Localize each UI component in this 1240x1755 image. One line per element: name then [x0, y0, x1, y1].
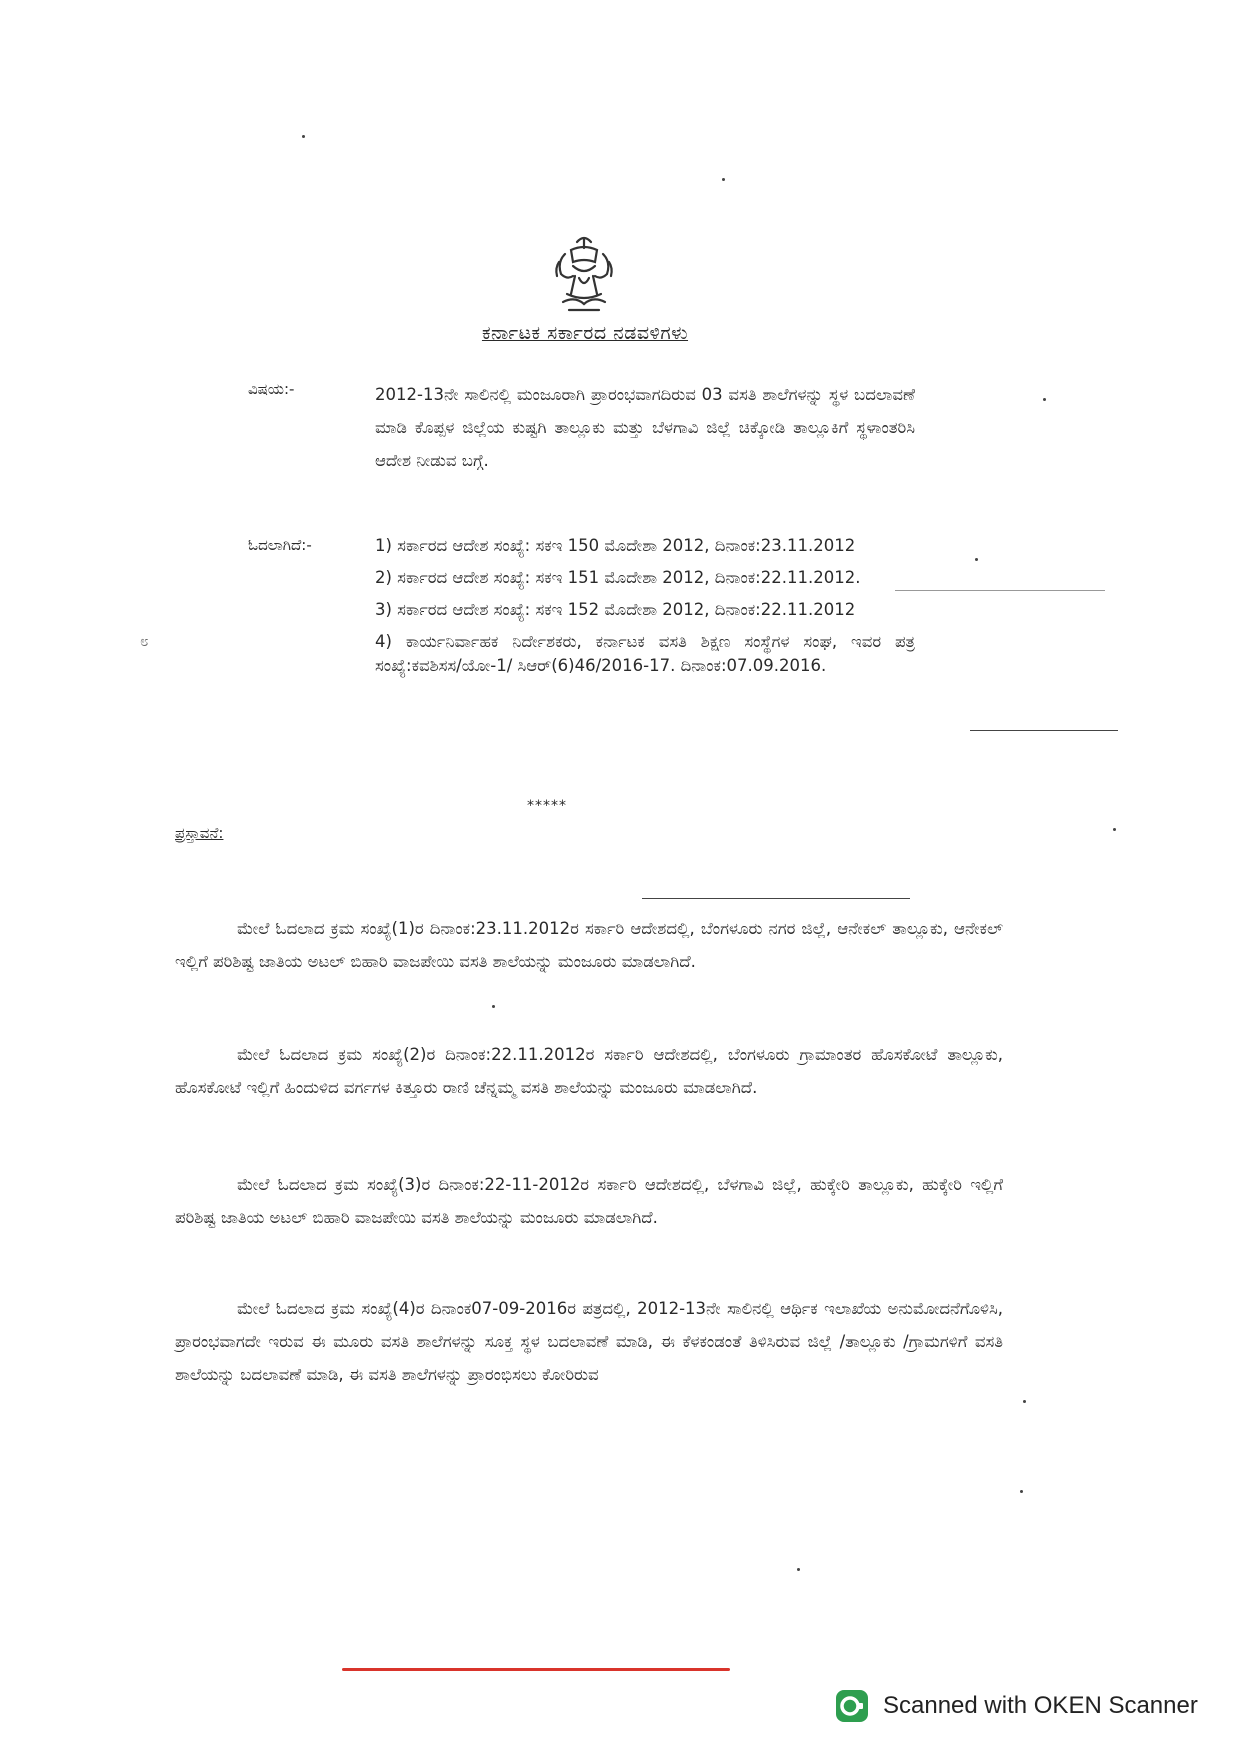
preamble-label: ಪ್ರಸ್ತಾವನೆ:: [175, 824, 224, 842]
oken-scanner-icon: [835, 1689, 869, 1723]
scan-speck: [797, 1568, 800, 1571]
preamble-paragraph: ಮೇಲೆ ಓದಲಾದ ಕ್ರಮ ಸಂಖ್ಯೆ(4)ರ ದಿನಾಂಕ07-09-2016ರ ಪತ್ರದಲ್ಲಿ, 2012-13ನೇ ಸಾಲಿನಲ್ಲಿ ಆರ್ಥಿಕ ಇಲಾಖೆಯ ಅನುಮೋದನೆಗೊಳಿಸಿ, ಪ್ರಾರಂಭವಾಗದೇ ಇರುವ ಈ ಮೂರು ವಸತಿ ಶಾಲೆಗಳನ್ನು ಸೂಕ್ತ ಸ್ಥಳ ಬದಲಾವಣೆ ಮಾಡಿ, ಈ ಕೆಳಕಂಡಂತೆ ತಿಳಿಸಿರುವ ಜಿಲ್ಲೆ /ತಾಲ್ಲೂಕು /ಗ್ರಾಮಗಳಿಗೆ ವಸತಿ ಶಾಲೆಯನ್ನು ಬದಲಾವಣೆ ಮಾಡಿ, ಈ ವಸತಿ ಶಾಲೆಗಳನ್ನು ಪ್ರಾರಂಭಿಸಲು ಕೋರಿರುವ: [175, 1299, 1003, 1384]
preamble-paragraph: ಮೇಲೆ ಓದಲಾದ ಕ್ರಮ ಸಂಖ್ಯೆ(1)ರ ದಿನಾಂಕ:23.11.2012ರ ಸರ್ಕಾರಿ ಆದೇಶದಲ್ಲಿ, ಬೆಂಗಳೂರು ನಗರ ಜಿಲ್ಲೆ, ಆನೇಕಲ್ ತಾಲ್ಲೂಕು, ಆನೇಕಲ್ ಇಲ್ಲಿಗೆ ಪರಿಶಿಷ್ಟ ಜಾತಿಯ ಅಟಲ್ ಬಿಹಾರಿ ವಾಜಪೇಯಿ ವಸತಿ ಶಾಲೆಯನ್ನು ಮಂಜೂರು ಮಾಡಲಾಗಿದೆ.: [175, 919, 1003, 971]
references-label: ಓದಲಾಗಿದೆ:-: [248, 536, 312, 554]
margin-rule: [970, 730, 1118, 731]
scan-speck: [1020, 1490, 1023, 1493]
underline-rule: [642, 898, 910, 899]
separator-stars: *****: [527, 798, 567, 814]
preamble-paragraph: ಮೇಲೆ ಓದಲಾದ ಕ್ರಮ ಸಂಖ್ಯೆ(2)ರ ದಿನಾಂಕ:22.11.2012ರ ಸರ್ಕಾರಿ ಆದೇಶದಲ್ಲಿ, ಬೆಂಗಳೂರು ಗ್ರಾಮಾಂತರ ಹೊಸಕೋಟೆ ತಾಲ್ಲೂಕು, ಹೊಸಕೋಟೆ ಇಲ್ಲಿಗೆ ಹಿಂದುಳಿದ ವರ್ಗಗಳ ಕಿತ್ತೂರು ರಾಣಿ ಚೆನ್ನಮ್ಮ ವಸತಿ ಶಾಲೆಯನ್ನು ಮಂಜೂರು ಮಾಡಲಾಗಿದೆ.: [175, 1045, 1003, 1097]
scanner-watermark: [835, 1688, 1198, 1724]
subject-text: 2012-13ನೇ ಸಾಲಿನಲ್ಲಿ ಮಂಜೂರಾಗಿ ಪ್ರಾರಂಭವಾಗದಿರುವ 03 ವಸತಿ ಶಾಲೆಗಳನ್ನು ಸ್ಥಳ ಬದಲಾವಣೆ ಮಾಡಿ ಕೊಪ್ಪಳ ಜಿಲ್ಲೆಯ ಕುಷ್ಟಗಿ ತಾಲ್ಲೂಕು ಮತ್ತು ಬೆಳಗಾವಿ ಜಿಲ್ಲೆ ಚಿಕ್ಕೋಡಿ ತಾಲ್ಲೂಕಿಗೆ ಸ್ಥಳಾಂತರಿಸಿ ಆದೇಶ ನೀಡುವ ಬಗ್ಗೆ.: [375, 385, 915, 470]
karnataka-emblem-icon: [545, 232, 623, 320]
scan-speck: [302, 135, 305, 138]
red-mark: [342, 1668, 730, 1671]
margin-dashed-rule: [895, 590, 1105, 591]
watermark-text: Scanned with OKEN Scanner: [883, 1692, 1198, 1719]
reference-item: 4) ಕಾರ್ಯನಿರ್ವಾಹಕ ನಿರ್ದೇಶಕರು, ಕರ್ನಾಟಕ ವಸತಿ ಶಿಕ್ಷಣ ಸಂಸ್ಥೆಗಳ ಸಂಘ, ಇವರ ಪತ್ರ ಸಂಖ್ಯೆ:ಕವಶಿಸಸ/ಯೋ-1/ ಸಿಆರ್(6)46/2016-17. ದಿನಾಂಕ:07.09.2016.: [375, 632, 915, 675]
document-heading: ಕರ್ನಾಟಕ ಸರ್ಕಾರದ ನಡವಳಿಗಳು: [481, 322, 689, 344]
scan-speck: [1043, 398, 1046, 401]
scan-speck: [1113, 828, 1116, 831]
margin-note: ೮: [140, 632, 149, 650]
reference-item: 3) ಸರ್ಕಾರದ ಆದೇಶ ಸಂಖ್ಯೆ: ಸಕಇ 152 ಮೊದೇಶಾ 2012, ದಿನಾಂಕ:22.11.2012: [375, 600, 856, 619]
subject-label: ವಿಷಯ:-: [248, 380, 295, 398]
scan-speck: [975, 558, 978, 561]
reference-item: 1) ಸರ್ಕಾರದ ಆದೇಶ ಸಂಖ್ಯೆ: ಸಕಇ 150 ಮೊದೇಶಾ 2012, ದಿನಾಂಕ:23.11.2012: [375, 536, 856, 555]
scan-speck: [722, 178, 725, 181]
scan-speck: [492, 1005, 495, 1008]
scan-speck: [1023, 1400, 1026, 1403]
preamble-paragraph: ಮೇಲೆ ಓದಲಾದ ಕ್ರಮ ಸಂಖ್ಯೆ(3)ರ ದಿನಾಂಕ:22-11-2012ರ ಸರ್ಕಾರಿ ಆದೇಶದಲ್ಲಿ, ಬೆಳಗಾವಿ ಜಿಲ್ಲೆ, ಹುಕ್ಕೇರಿ ತಾಲ್ಲೂಕು, ಹುಕ್ಕೇರಿ ಇಲ್ಲಿಗೆ ಪರಿಶಿಷ್ಟ ಜಾತಿಯ ಅಟಲ್ ಬಿಹಾರಿ ವಾಜಪೇಯಿ ವಸತಿ ಶಾಲೆಯನ್ನು ಮಂಜೂರು ಮಾಡಲಾಗಿದೆ.: [175, 1175, 1003, 1227]
reference-item: 2) ಸರ್ಕಾರದ ಆದೇಶ ಸಂಖ್ಯೆ: ಸಕಇ 151 ಮೊದೇಶಾ 2012, ದಿನಾಂಕ:22.11.2012.: [375, 568, 861, 587]
references-list: [375, 534, 915, 686]
